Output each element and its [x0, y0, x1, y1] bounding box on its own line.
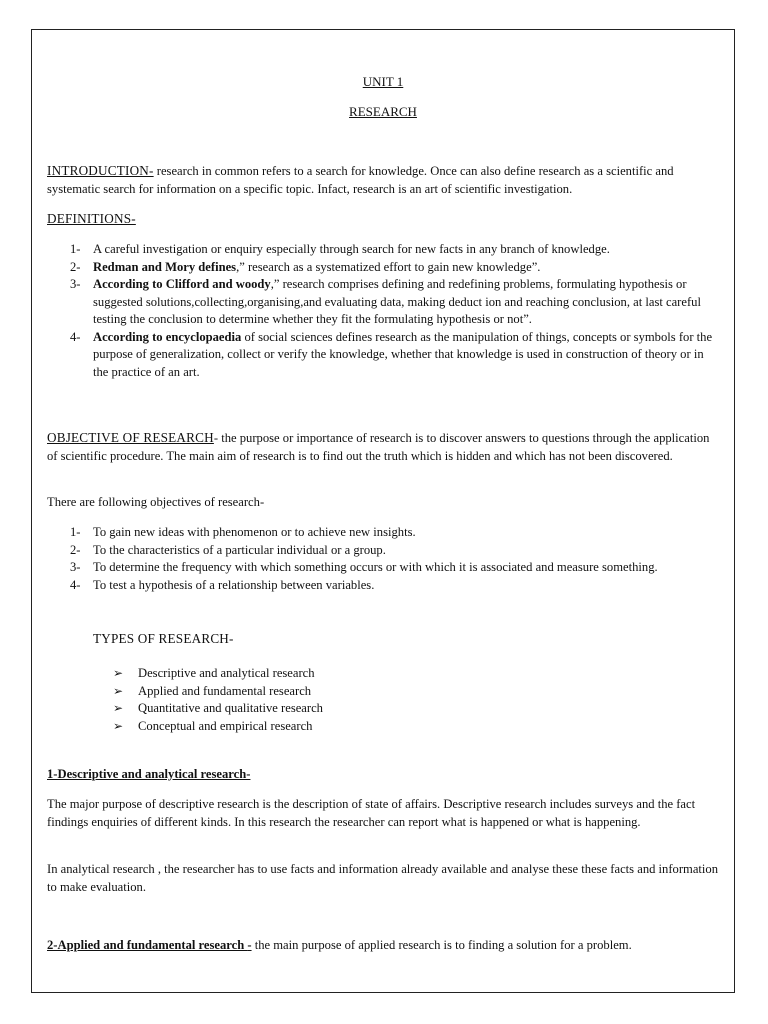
item-number: 3-	[70, 277, 81, 291]
type-label: Quantitative and qualitative research	[138, 701, 323, 715]
document-page	[31, 29, 735, 993]
item-number: 3-	[70, 560, 81, 574]
item-author: According to encyclopaedia	[93, 329, 242, 344]
item-text: To the characteristics of a particular individual or a group.	[93, 542, 386, 557]
definition-item	[47, 276, 719, 329]
item-number: 1-	[70, 242, 81, 256]
applied-dash: -	[247, 938, 252, 952]
arrow-bullet-icon: ➢	[113, 683, 124, 698]
item-number: 2-	[70, 259, 81, 274]
item-text: of social sciences defines research as the manipulation of things, concepts or symbols for the purpose of generalization, collect or verify the knowledge, whether that knowledge is used in construction of theory or in the practice of an art.	[93, 329, 713, 379]
introduction-paragraph	[47, 162, 719, 198]
objective-item	[47, 524, 719, 542]
objective-item	[47, 542, 719, 560]
objective-item	[47, 559, 719, 577]
analytical-paragraph: In analytical research , the researcher has to use facts and information already available and analyse these these facts and information to make evaluation.	[47, 862, 719, 894]
objective-item	[47, 577, 719, 595]
item-text: ,” research comprises defining and redefining problems, formulating hypothesis or suggested solutions,collecting,organising,and evaluating data, making deduct ion and reaching conclusion, at last careful testing the conclusion to determine whether they fit the formulating hypothesis or not”.	[93, 277, 701, 326]
item-author: Redman and Mory defines	[93, 259, 237, 274]
objectives-intro: There are following objectives of research-	[47, 495, 265, 509]
research-title: RESEARCH	[349, 104, 417, 119]
type-item	[47, 700, 719, 718]
item-number: 4-	[70, 577, 81, 592]
introduction-text: research in common refers to a search for knowledge. Once can also define research as a scientific and systematic search for information on a specific topic. Infact, research is an art of scientific investigation.	[47, 164, 674, 196]
item-number: 2-	[70, 542, 81, 557]
applied-paragraph	[47, 937, 719, 955]
item-number: 4-	[70, 329, 81, 344]
objectives-list	[47, 524, 719, 594]
arrow-bullet-icon: ➢	[113, 718, 124, 733]
item-text: To test a hypothesis of a relationship between variables.	[93, 577, 375, 592]
type-item	[47, 718, 719, 736]
type-item	[47, 683, 719, 701]
item-text: ,” research as a systematized effort to gain new knowledge”.	[236, 259, 541, 274]
type-item	[47, 665, 719, 683]
objective-paragraph	[47, 429, 719, 465]
definition-item	[47, 259, 719, 277]
types-heading: TYPES OF RESEARCH-	[93, 631, 234, 646]
applied-text: the main purpose of applied research is to finding a solution for a problem.	[251, 938, 632, 952]
item-text: To gain new ideas with phenomenon or to achieve new insights.	[93, 525, 416, 539]
unit-title: UNIT 1	[362, 74, 404, 89]
descriptive-heading: 1-Descriptive and analytical research-	[47, 767, 251, 781]
definition-item	[47, 329, 719, 382]
applied-heading: 2-Applied and fundamental research	[47, 938, 248, 952]
types-list	[47, 665, 719, 735]
item-author: According to Clifford and woody	[93, 277, 271, 291]
type-label: Descriptive and analytical research	[138, 666, 315, 680]
arrow-bullet-icon: ➢	[113, 701, 124, 715]
definitions-list	[47, 241, 719, 381]
objective-label: OBJECTIVE OF RESEARCH	[47, 430, 214, 445]
item-text: To determine the frequency with which something occurs or with which it is associated and measure something.	[93, 560, 658, 574]
item-number: 1-	[70, 525, 81, 539]
arrow-bullet-icon: ➢	[113, 666, 124, 680]
descriptive-paragraph: The major purpose of descriptive research is the description of state of affairs. Descriptive research includes surveys and the fact findings enquiries of different kinds. In this research the researcher can report what is happened or what is happening.	[47, 797, 696, 829]
type-label: Applied and fundamental research	[138, 683, 312, 698]
objective-text: - the purpose or importance of research is to discover answers to questions through the application of scientific procedure. The main aim of research is to find out the truth which is hidden and which has not been discovered.	[47, 431, 710, 463]
definitions-heading: DEFINITIONS-	[47, 211, 136, 226]
item-text: A careful investigation or enquiry especially through search for new facts in any branch of knowledge.	[93, 242, 610, 256]
definition-item	[47, 241, 719, 259]
introduction-label: INTRODUCTION-	[47, 163, 154, 178]
type-label: Conceptual and empirical research	[138, 718, 313, 733]
